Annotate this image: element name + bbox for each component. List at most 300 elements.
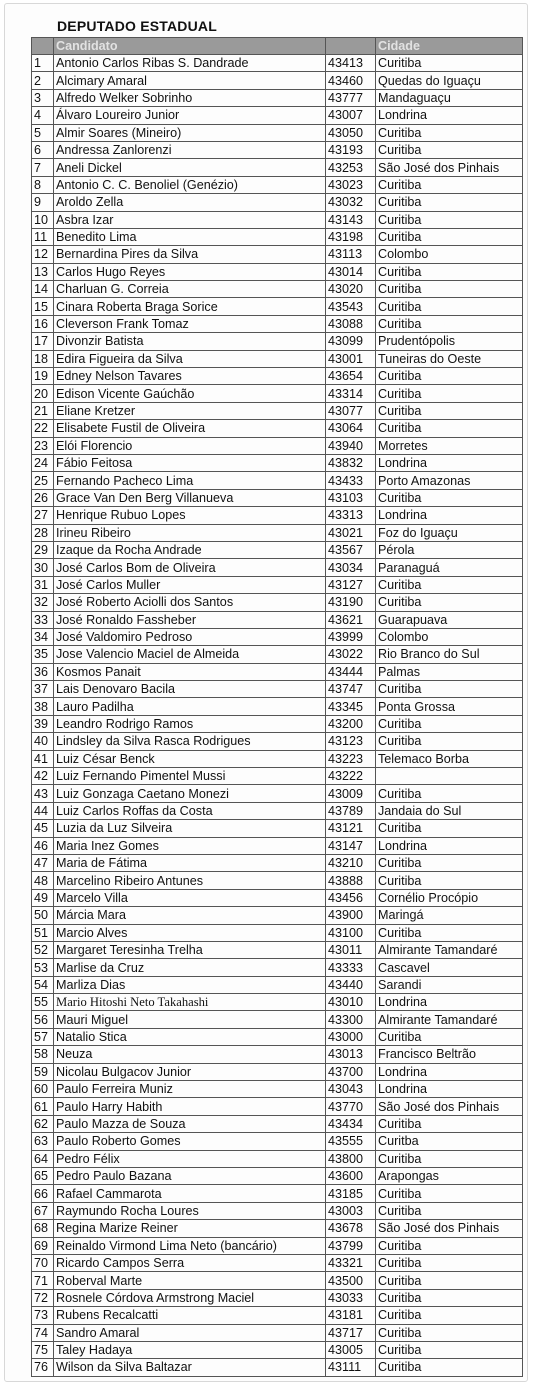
- table-row: [32, 907, 523, 924]
- row-number: 40: [32, 733, 54, 750]
- table-row: [32, 281, 523, 298]
- candidate-name: Marlise da Cruz: [54, 959, 326, 976]
- row-number: 18: [32, 350, 54, 367]
- row-number: 39: [32, 715, 54, 732]
- candidate-city: Curitiba: [376, 420, 523, 437]
- candidate-city: Curitiba: [376, 681, 523, 698]
- candidate-city: Tuneiras do Oeste: [376, 350, 523, 367]
- table-row: [32, 1063, 523, 1080]
- candidate-city: Curitiba: [376, 55, 523, 72]
- table-row: [32, 820, 523, 837]
- candidate-name: Marliza Dias: [54, 976, 326, 993]
- candidate-code: 43181: [326, 1307, 376, 1324]
- candidate-code: 43600: [326, 1168, 376, 1185]
- candidate-name: Leandro Rodrigo Ramos: [54, 715, 326, 732]
- candidate-city: Curitiba: [376, 1185, 523, 1202]
- row-number: 41: [32, 750, 54, 767]
- table-row: [32, 1254, 523, 1271]
- candidate-name: Mario Hitoshi Neto Takahashi: [54, 994, 326, 1011]
- table-row: [32, 663, 523, 680]
- candidate-name: Neuza: [54, 1046, 326, 1063]
- candidate-city: Curitiba: [376, 715, 523, 732]
- candidate-code: 43500: [326, 1272, 376, 1289]
- candidate-code: 43005: [326, 1341, 376, 1358]
- table-row: [32, 298, 523, 315]
- table-row: [32, 159, 523, 176]
- row-number: 42: [32, 768, 54, 785]
- row-number: 56: [32, 1011, 54, 1028]
- row-number: 54: [32, 976, 54, 993]
- candidate-city: Curitiba: [376, 228, 523, 245]
- candidate-name: Divonzir Batista: [54, 333, 326, 350]
- candidate-name: Ricardo Campos Serra: [54, 1254, 326, 1271]
- candidate-city: Cornélio Procópio: [376, 889, 523, 906]
- row-number: 44: [32, 802, 54, 819]
- table-row: [32, 941, 523, 958]
- candidate-name: Rosnele Córdova Armstrong Maciel: [54, 1289, 326, 1306]
- candidate-name: Irineu Ribeiro: [54, 524, 326, 541]
- row-number: 57: [32, 1028, 54, 1045]
- candidate-name: Natalio Stica: [54, 1028, 326, 1045]
- candidate-code: 43888: [326, 872, 376, 889]
- candidate-city: Curitiba: [376, 576, 523, 593]
- row-number: 11: [32, 228, 54, 245]
- candidate-code: 43014: [326, 263, 376, 280]
- row-number: 59: [32, 1063, 54, 1080]
- table-row: [32, 628, 523, 645]
- candidate-code: 43434: [326, 1115, 376, 1132]
- candidate-code: 43007: [326, 107, 376, 124]
- table-row: [32, 1289, 523, 1306]
- candidate-name: Maria de Fátima: [54, 854, 326, 871]
- candidate-code: 43020: [326, 281, 376, 298]
- document-sheet: [4, 3, 528, 1382]
- candidate-name: Fernando Pacheco Lima: [54, 472, 326, 489]
- candidate-city: Curitiba: [376, 194, 523, 211]
- row-number: 3: [32, 89, 54, 106]
- row-number: 51: [32, 924, 54, 941]
- candidate-city: Morretes: [376, 437, 523, 454]
- row-number: 70: [32, 1254, 54, 1271]
- table-row: [32, 1098, 523, 1115]
- candidate-city: Londrina: [376, 1063, 523, 1080]
- candidate-city: [376, 768, 523, 785]
- table-row: [32, 211, 523, 228]
- row-number: 73: [32, 1307, 54, 1324]
- candidate-name: Edney Nelson Tavares: [54, 368, 326, 385]
- table-row: [32, 72, 523, 89]
- row-number: 53: [32, 959, 54, 976]
- row-number: 32: [32, 594, 54, 611]
- candidate-name: Pedro Félix: [54, 1150, 326, 1167]
- row-number: 28: [32, 524, 54, 541]
- candidate-city: Guarapuava: [376, 611, 523, 628]
- row-number: 49: [32, 889, 54, 906]
- candidate-name: Paulo Ferreira Muniz: [54, 1081, 326, 1098]
- row-number: 12: [32, 246, 54, 263]
- candidate-code: 43003: [326, 1202, 376, 1219]
- candidate-city: Londrina: [376, 507, 523, 524]
- table-row: [32, 1168, 523, 1185]
- candidate-city: Almirante Tamandaré: [376, 1011, 523, 1028]
- candidate-name: Jose Valencio Maciel de Almeida: [54, 646, 326, 663]
- candidate-city: Curitiba: [376, 854, 523, 871]
- table-row: [32, 176, 523, 193]
- header-city: Cidade: [376, 38, 523, 55]
- row-number: 16: [32, 315, 54, 332]
- row-number: 26: [32, 489, 54, 506]
- candidate-name: Regina Marize Reiner: [54, 1220, 326, 1237]
- candidate-name: Alfredo Welker Sobrinho: [54, 89, 326, 106]
- candidate-code: 43770: [326, 1098, 376, 1115]
- candidate-name: Aroldo Zella: [54, 194, 326, 211]
- candidate-code: 43013: [326, 1046, 376, 1063]
- table-row: [32, 1185, 523, 1202]
- table-row: [32, 437, 523, 454]
- candidate-code: 43001: [326, 350, 376, 367]
- candidate-city: Londrina: [376, 994, 523, 1011]
- table-row: [32, 802, 523, 819]
- candidate-code: 43799: [326, 1237, 376, 1254]
- table-row: [32, 55, 523, 72]
- candidate-city: Curitba: [376, 1133, 523, 1150]
- candidate-code: 43143: [326, 211, 376, 228]
- candidate-city: Curitiba: [376, 1150, 523, 1167]
- table-row: [32, 698, 523, 715]
- candidate-name: Alcimary Amaral: [54, 72, 326, 89]
- candidate-code: 43127: [326, 576, 376, 593]
- candidate-name: Lauro Padilha: [54, 698, 326, 715]
- table-row: [32, 594, 523, 611]
- row-number: 7: [32, 159, 54, 176]
- candidate-code: 43123: [326, 733, 376, 750]
- table-row: [32, 559, 523, 576]
- candidate-city: Pérola: [376, 541, 523, 558]
- table-row: [32, 994, 523, 1011]
- candidate-city: Francisco Beltrão: [376, 1046, 523, 1063]
- candidate-city: Curitiba: [376, 1115, 523, 1132]
- row-number: 21: [32, 402, 54, 419]
- candidate-name: Almir Soares (Mineiro): [54, 124, 326, 141]
- row-number: 22: [32, 420, 54, 437]
- candidate-city: Porto Amazonas: [376, 472, 523, 489]
- candidate-name: Henrique Rubuo Lopes: [54, 507, 326, 524]
- candidate-city: Curitiba: [376, 820, 523, 837]
- row-number: 43: [32, 785, 54, 802]
- table-row: [32, 141, 523, 158]
- table-row: [32, 489, 523, 506]
- row-number: 62: [32, 1115, 54, 1132]
- candidate-city: Curitiba: [376, 1359, 523, 1376]
- candidate-code: 43190: [326, 594, 376, 611]
- table-row: [32, 246, 523, 263]
- candidate-name: Lais Denovaro Bacila: [54, 681, 326, 698]
- table-row: [32, 872, 523, 889]
- table-row: [32, 315, 523, 332]
- table-row: [32, 507, 523, 524]
- table-row: [32, 333, 523, 350]
- candidate-name: Edison Vicente Gaúchão: [54, 385, 326, 402]
- table-row: [32, 1341, 523, 1358]
- candidate-name: Andressa Zanlorenzi: [54, 141, 326, 158]
- row-number: 69: [32, 1237, 54, 1254]
- row-number: 2: [32, 72, 54, 89]
- candidate-city: Curitiba: [376, 402, 523, 419]
- candidate-code: 43800: [326, 1150, 376, 1167]
- candidate-code: 43567: [326, 541, 376, 558]
- candidate-name: Sandro Amaral: [54, 1324, 326, 1341]
- candidate-name: Elói Florencio: [54, 437, 326, 454]
- table-row: [32, 924, 523, 941]
- candidate-name: Luzia da Luz Silveira: [54, 820, 326, 837]
- candidate-city: Palmas: [376, 663, 523, 680]
- candidate-code: 43543: [326, 298, 376, 315]
- candidate-name: Mauri Miguel: [54, 1011, 326, 1028]
- row-number: 76: [32, 1359, 54, 1376]
- row-number: 63: [32, 1133, 54, 1150]
- candidate-name: Izaque da Rocha Andrade: [54, 541, 326, 558]
- candidate-city: Londrina: [376, 107, 523, 124]
- candidate-name: Reinaldo Virmond Lima Neto (bancário): [54, 1237, 326, 1254]
- row-number: 55: [32, 994, 54, 1011]
- row-number: 31: [32, 576, 54, 593]
- table-row: [32, 1202, 523, 1219]
- candidate-city: Foz do Iguaçu: [376, 524, 523, 541]
- candidate-name: José Ronaldo Fassheber: [54, 611, 326, 628]
- candidate-city: Curitiba: [376, 489, 523, 506]
- candidate-city: Curitiba: [376, 872, 523, 889]
- candidate-city: Telemaco Borba: [376, 750, 523, 767]
- candidate-city: Paranaguá: [376, 559, 523, 576]
- table-row: [32, 1011, 523, 1028]
- row-number: 25: [32, 472, 54, 489]
- row-number: 30: [32, 559, 54, 576]
- row-number: 68: [32, 1220, 54, 1237]
- candidate-code: 43456: [326, 889, 376, 906]
- candidate-code: 43253: [326, 159, 376, 176]
- candidate-name: Bernardina Pires da Silva: [54, 246, 326, 263]
- row-number: 9: [32, 194, 54, 211]
- candidate-name: Paulo Mazza de Souza: [54, 1115, 326, 1132]
- candidate-name: Márcia Mara: [54, 907, 326, 924]
- candidate-code: 43113: [326, 246, 376, 263]
- row-number: 24: [32, 454, 54, 471]
- row-number: 45: [32, 820, 54, 837]
- table-row: [32, 194, 523, 211]
- candidate-city: Cascavel: [376, 959, 523, 976]
- candidate-name: Taley Hadaya: [54, 1341, 326, 1358]
- candidate-code: 43413: [326, 55, 376, 72]
- table-row: [32, 89, 523, 106]
- table-row: [32, 1220, 523, 1237]
- table-row: [32, 1272, 523, 1289]
- candidate-code: 43654: [326, 368, 376, 385]
- candidate-city: Londrina: [376, 454, 523, 471]
- candidate-city: Curitiba: [376, 924, 523, 941]
- candidate-name: Fábio Feitosa: [54, 454, 326, 471]
- candidate-city: Prudentópolis: [376, 333, 523, 350]
- table-row: [32, 472, 523, 489]
- table-row: [32, 263, 523, 280]
- candidate-code: 43034: [326, 559, 376, 576]
- table-row: [32, 228, 523, 245]
- row-number: 37: [32, 681, 54, 698]
- candidate-code: 43200: [326, 715, 376, 732]
- row-number: 66: [32, 1185, 54, 1202]
- candidate-name: Pedro Paulo Bazana: [54, 1168, 326, 1185]
- candidate-name: Luiz Fernando Pimentel Mussi: [54, 768, 326, 785]
- candidate-code: 43440: [326, 976, 376, 993]
- table-row: [32, 1046, 523, 1063]
- candidate-city: Curitiba: [376, 211, 523, 228]
- candidate-city: Curitiba: [376, 298, 523, 315]
- row-number: 74: [32, 1324, 54, 1341]
- candidate-name: Wilson da Silva Baltazar: [54, 1359, 326, 1376]
- candidate-name: Antonio Carlos Ribas S. Dandrade: [54, 55, 326, 72]
- candidate-code: 43777: [326, 89, 376, 106]
- candidate-code: 43111: [326, 1359, 376, 1376]
- row-number: 38: [32, 698, 54, 715]
- row-number: 19: [32, 368, 54, 385]
- row-number: 67: [32, 1202, 54, 1219]
- row-number: 58: [32, 1046, 54, 1063]
- row-number: 23: [32, 437, 54, 454]
- candidate-name: Álvaro Loureiro Junior: [54, 107, 326, 124]
- candidate-name: Margaret Teresinha Trelha: [54, 941, 326, 958]
- candidate-name: Rubens Recalcatti: [54, 1307, 326, 1324]
- candidate-name: Charluan G. Correia: [54, 281, 326, 298]
- row-number: 1: [32, 55, 54, 72]
- candidate-code: 43999: [326, 628, 376, 645]
- candidate-code: 43300: [326, 1011, 376, 1028]
- table-row: [32, 733, 523, 750]
- header-code: [326, 38, 376, 55]
- candidate-code: 43103: [326, 489, 376, 506]
- candidate-city: Curitiba: [376, 1237, 523, 1254]
- table-row: [32, 715, 523, 732]
- header-number: [32, 38, 54, 55]
- table-row: [32, 768, 523, 785]
- candidate-name: Elisabete Fustil de Oliveira: [54, 420, 326, 437]
- candidate-code: 43000: [326, 1028, 376, 1045]
- candidate-code: 43555: [326, 1133, 376, 1150]
- row-number: 34: [32, 628, 54, 645]
- row-number: 71: [32, 1272, 54, 1289]
- candidate-city: Curitiba: [376, 1324, 523, 1341]
- table-row: [32, 368, 523, 385]
- candidate-code: 43210: [326, 854, 376, 871]
- candidate-name: Marcelo Villa: [54, 889, 326, 906]
- candidate-name: Cinara Roberta Braga Sorice: [54, 298, 326, 315]
- row-number: 64: [32, 1150, 54, 1167]
- row-number: 8: [32, 176, 54, 193]
- table-row: [32, 576, 523, 593]
- candidate-code: 43832: [326, 454, 376, 471]
- candidate-city: Colombo: [376, 246, 523, 263]
- table-row: [32, 976, 523, 993]
- candidate-code: 43314: [326, 385, 376, 402]
- candidate-name: Rafael Cammarota: [54, 1185, 326, 1202]
- table-row: [32, 1150, 523, 1167]
- candidate-code: 43010: [326, 994, 376, 1011]
- table-row: [32, 1359, 523, 1376]
- candidate-name: Marcio Alves: [54, 924, 326, 941]
- candidate-name: Marcelino Ribeiro Antunes: [54, 872, 326, 889]
- candidate-city: Arapongas: [376, 1168, 523, 1185]
- candidate-city: Londrina: [376, 837, 523, 854]
- table-row: [32, 402, 523, 419]
- candidate-code: 43088: [326, 315, 376, 332]
- candidate-name: Roberval Marte: [54, 1272, 326, 1289]
- candidate-code: 43043: [326, 1081, 376, 1098]
- table-row: [32, 959, 523, 976]
- page-title: DEPUTADO ESTADUAL: [57, 18, 217, 34]
- candidate-city: Londrina: [376, 1081, 523, 1098]
- candidate-city: Jandaia do Sul: [376, 802, 523, 819]
- candidate-code: 43100: [326, 924, 376, 941]
- row-number: 4: [32, 107, 54, 124]
- candidate-city: São José dos Pinhais: [376, 1220, 523, 1237]
- candidate-city: Curitiba: [376, 141, 523, 158]
- table-row: [32, 350, 523, 367]
- candidate-city: Almirante Tamandaré: [376, 941, 523, 958]
- candidate-city: Sarandi: [376, 976, 523, 993]
- row-number: 14: [32, 281, 54, 298]
- candidate-city: Curitiba: [376, 1289, 523, 1306]
- candidate-code: 43789: [326, 802, 376, 819]
- row-number: 75: [32, 1341, 54, 1358]
- candidate-name: Benedito Lima: [54, 228, 326, 245]
- candidate-name: Paulo Roberto Gomes: [54, 1133, 326, 1150]
- candidate-name: Kosmos Panait: [54, 663, 326, 680]
- row-number: 72: [32, 1289, 54, 1306]
- candidate-city: Curitiba: [376, 124, 523, 141]
- candidate-name: Raymundo Rocha Loures: [54, 1202, 326, 1219]
- table-row: [32, 750, 523, 767]
- row-number: 35: [32, 646, 54, 663]
- candidate-name: Grace Van Den Berg Villanueva: [54, 489, 326, 506]
- candidate-name: Asbra Izar: [54, 211, 326, 228]
- candidate-city: Curitiba: [376, 281, 523, 298]
- table-row: [32, 681, 523, 698]
- table-row: [32, 854, 523, 871]
- candidate-name: Cleverson Frank Tomaz: [54, 315, 326, 332]
- table-row: [32, 454, 523, 471]
- table-row: [32, 1133, 523, 1150]
- candidate-name: José Roberto Aciolli dos Santos: [54, 594, 326, 611]
- row-number: 17: [32, 333, 54, 350]
- header-candidate: Candidato: [54, 38, 326, 55]
- candidate-code: 43700: [326, 1063, 376, 1080]
- row-number: 5: [32, 124, 54, 141]
- candidate-code: 43050: [326, 124, 376, 141]
- row-number: 60: [32, 1081, 54, 1098]
- candidate-code: 43077: [326, 402, 376, 419]
- candidate-name: Lindsley da Silva Rasca Rodrigues: [54, 733, 326, 750]
- table-row: [32, 385, 523, 402]
- row-number: 61: [32, 1098, 54, 1115]
- candidate-code: 43099: [326, 333, 376, 350]
- candidate-code: 43193: [326, 141, 376, 158]
- candidate-city: Curitiba: [376, 785, 523, 802]
- candidate-code: 43678: [326, 1220, 376, 1237]
- row-number: 13: [32, 263, 54, 280]
- candidate-city: Quedas do Iguaçu: [376, 72, 523, 89]
- candidate-code: 43717: [326, 1324, 376, 1341]
- candidate-code: 43621: [326, 611, 376, 628]
- candidate-city: Curitiba: [376, 1341, 523, 1358]
- candidate-name: Nicolau Bulgacov Junior: [54, 1063, 326, 1080]
